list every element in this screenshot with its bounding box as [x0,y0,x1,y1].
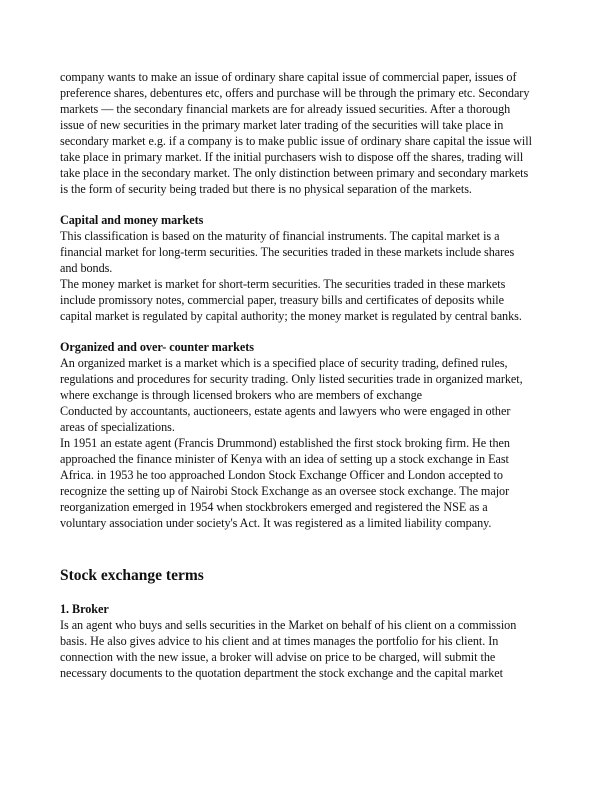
text-line: secondary market e.g. if a company is to make public issue of ordinary share capital the issue will [60,134,532,148]
term-heading-broker: 1. Broker [60,602,109,616]
section-title: Stock exchange terms [60,567,204,584]
text-line: connection with the new issue, a broker will advise on price to be charged, will submit the [60,650,496,664]
section-heading: Organized and over- counter markets [60,340,254,354]
text-line: where exchange is through licensed brokers who are members of exchange [60,388,422,402]
text-line: areas of specializations. [60,420,175,434]
text-line: recognize the setting up of Nairobi Stock Exchange as an oversee stock exchange. The major [60,484,510,498]
text-line: is the form of security being traded but there is no physical separation of the markets. [60,182,472,196]
text-line: take place in primary market. If the initial purchasers wish to dispose off the shares, trading will [60,150,524,164]
text-line: voluntary association under society's Act. It was registered as a limited liability company. [60,516,492,530]
text-line: basis. He also gives advice to his client and at times manages the portfolio for his client. In [60,634,499,648]
text-line: Is an agent who buys and sells securities in the Market on behalf of his client on a commission [60,618,517,632]
text-line: markets — the secondary financial markets are for already issued securities. After a thorough [60,102,511,116]
text-line: financial market for long-term securities. The securities traded in these markets include shares [60,245,515,259]
text-line: The money market is market for short-term securities. The securities traded in these markets [60,277,506,291]
text-line: approached the finance minister of Kenya with an idea of setting up a stock exchange in East [60,452,509,466]
text-line: include promissory notes, commercial paper, treasury bills and certificates of deposits while [60,293,504,307]
text-line: An organized market is a market which is a specified place of security trading, defined rules, [60,356,508,370]
text-line: preference shares, debentures etc, offers and purchase will be through the primary etc. Secondary [60,86,530,100]
text-line: capital market is regulated by capital authority; the money market is regulated by central banks. [60,309,522,323]
section-heading: Capital and money markets [60,213,204,227]
text-line: necessary documents to the quotation department the stock exchange and the capital market [60,666,503,680]
text-line: This classification is based on the maturity of financial instruments. The capital market is a [60,229,500,243]
text-line: In 1951 an estate agent (Francis Drummond) established the first stock broking firm. He then [60,436,510,450]
text-line: issue of new securities in the primary market later trading of the securities will take place in [60,118,504,132]
text-line: company wants to make an issue of ordinary share capital issue of commercial paper, issues of [60,70,517,84]
text-line: Africa. in 1953 he too approached London Stock Exchange Officer and London accepted to [60,468,503,482]
text-line: reorganization emerged in 1954 when stockbrokers emerged and registered the NSE as a [60,500,488,514]
text-line: regulations and procedures for security trading. Only listed securities trade in organized market, [60,372,523,386]
text-line: take place in the secondary market. The only distinction between primary and secondary markets [60,166,529,180]
text-line: and bonds. [60,261,113,275]
text-line: Conducted by accountants, auctioneers, estate agents and lawyers who were engaged in other [60,404,511,418]
